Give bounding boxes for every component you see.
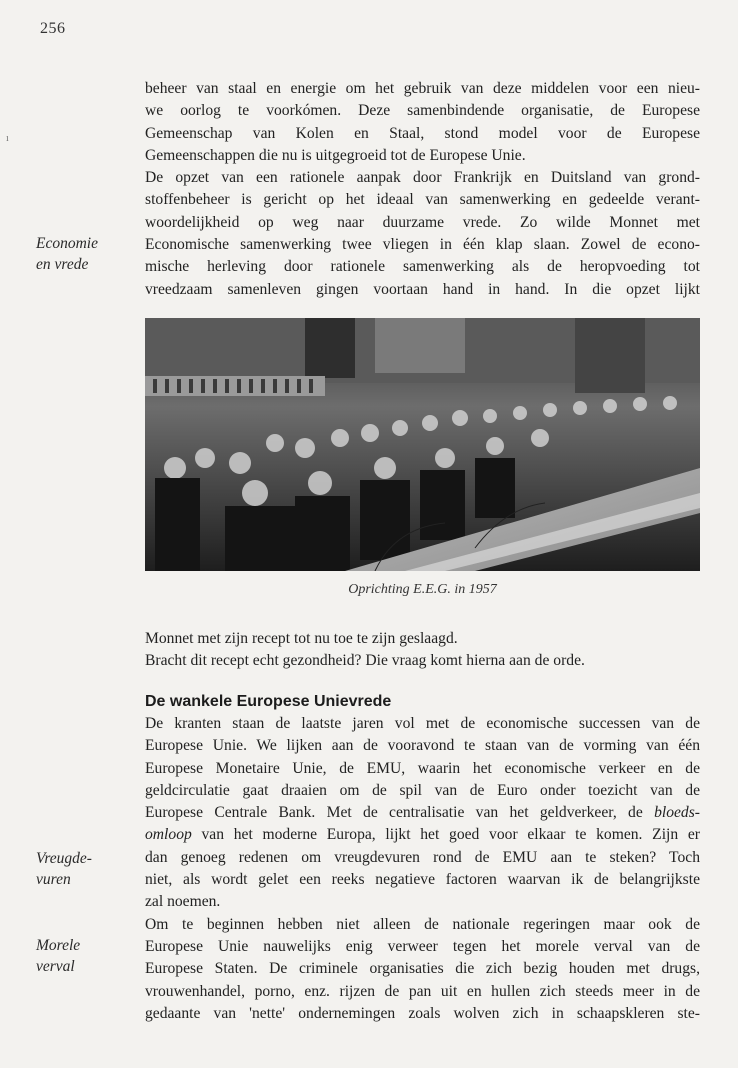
margin-note-vreugdevuren: Vreugde- vuren <box>36 850 92 888</box>
text-line: Om te beginnen hebben niet alleen de nationale regeringen maar ook de <box>145 915 700 933</box>
text-line: vrouwenhandel, porno, enz. rijzen de pan uit en hullen zich steeds meer in de <box>145 982 700 1000</box>
text-line: geldcirculatie gaat draaien om de spil van de Euro onder toezicht van de <box>145 781 700 799</box>
text-line: we oorlog te voorkómen. Deze samenbindende organisatie, de Europese <box>145 102 700 120</box>
text-line: dan genoeg redenen om vreugdevuren rond de EMU aan te steken? Toch <box>145 848 700 866</box>
text-line: beheer van staal en energie om het gebruik van deze middelen voor een nieu- <box>145 80 700 97</box>
italic-word: bloeds- <box>654 804 700 822</box>
text-line: zal noemen. <box>145 893 221 911</box>
text-line: vreedzaam samenleven gingen voortaan hand in hand. In die opzet lijkt <box>145 280 700 298</box>
text-line: Europese Staten. De criminele organisaties die zich bezig houden met drugs, <box>145 960 700 978</box>
text-line: Gemeenschappen die nu is uitgegroeid tot de Europese Unie. <box>145 146 526 164</box>
text-line: Europese Centrale Bank. Met de centralisatie van het geldverkeer, de bloeds- <box>145 804 700 822</box>
text-line: Economische samenwerking twee vliegen in één klap slaan. Zowel de econo- <box>145 236 700 254</box>
text-line: Bracht dit recept echt gezondheid? Die vraag komt hierna aan de orde. <box>145 652 585 670</box>
margin-note-morele: Morele verval <box>36 937 81 975</box>
text-line: niet, als wordt gelet een reeks negatieve factoren waarvan ik de belangrijkste <box>145 871 700 889</box>
text-line: De opzet van een rationele aanpak door Frankrijk en Duitsland van grond- <box>145 169 700 187</box>
italic-word: omloop <box>145 826 192 844</box>
text-line: Europese Monetaire Unie, de EMU, waarin het economische verkeer en de <box>145 759 700 777</box>
text-line: Europese Unie nauwelijks enig verweer tegen het morele verval van de <box>145 937 700 955</box>
text-line: woordelijkheid op weg naar duurzame vrede. Zo wilde Monnet met <box>145 213 700 231</box>
text-line: mische herleving door rationele samenwerking als de heropvoeding tot <box>145 258 700 276</box>
photo-eeg-1957 <box>145 318 700 571</box>
text-line: omloop van het moderne Europa, lijkt het goed voor elkaar te komen. Zijn er <box>145 826 700 844</box>
photo-caption: Oprichting E.E.G. in 1957 <box>348 582 497 597</box>
paragraph-block-3 <box>145 713 700 1025</box>
text-line: Monnet met zijn recept tot nu toe te zijn geslaagd. <box>145 630 458 647</box>
paragraph-block-2 <box>145 628 700 673</box>
text-line: De kranten staan de laatste jaren vol met de economische successen van de <box>145 715 700 732</box>
paragraph-block-1 <box>145 78 700 301</box>
page-number: 256 <box>40 20 66 37</box>
text-line: gedaante van 'nette' ondernemingen zoals wolven zich in schaapskleren ste- <box>145 1004 700 1022</box>
scan-mark: ı <box>6 133 9 144</box>
text-line: stoffenbeheer is gericht op het ideaal van samenwerking en gedeelde verant- <box>145 191 700 209</box>
text-line: Europese Unie. We lijken aan de vooravond te staan van de vorming van één <box>145 737 700 755</box>
section-heading: De wankele Europese Unievrede <box>145 693 392 710</box>
margin-note-economie: Economie en vrede <box>36 235 98 273</box>
text-line: Gemeenschap van Kolen en Staal, stond model voor de Europese <box>145 124 700 142</box>
